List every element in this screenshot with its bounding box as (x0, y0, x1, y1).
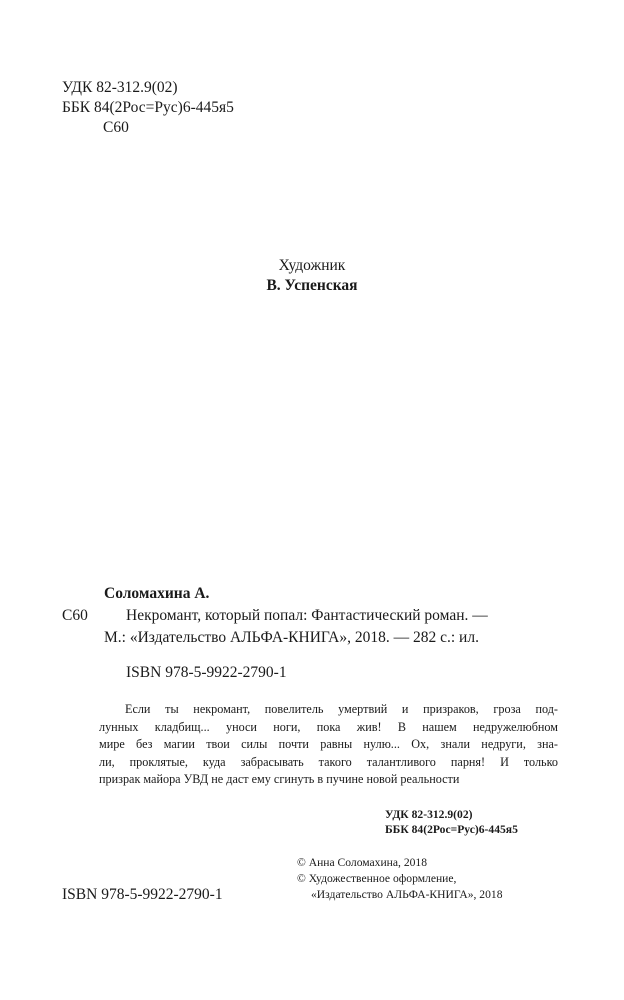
annotation-line: мире без магии твои силы почти равны нулю... Ох, знали недруги, зна- (99, 737, 558, 751)
author-mark-code: С60 (103, 119, 129, 136)
artist-label: Художник (278, 257, 346, 274)
catalog-imprint-line: М.: «Издательство АЛЬФА-КНИГА», 2018. — 282 с.: ил. (104, 629, 479, 646)
udk-code: УДК 82-312.9(02) (62, 79, 178, 96)
catalog-title-line: Некромант, который попал: Фантастический роман. — (126, 607, 488, 624)
copyright-design: © Художественное оформление, (297, 872, 457, 885)
catalog-author: Соломахина А. (104, 585, 210, 602)
annotation-line: призрак майора УВД не даст ему сгинуть в пучине новой реальности (99, 772, 460, 786)
copyright-publisher: «Издательство АЛЬФА-КНИГА», 2018 (311, 888, 503, 901)
catalog-code: С60 (62, 607, 88, 624)
artist-name: В. Успенская (266, 277, 358, 294)
copyright-author: © Анна Соломахина, 2018 (297, 856, 428, 869)
annotation-paragraph (99, 701, 558, 789)
catalog-isbn: ISBN 978-5-9922-2790-1 (126, 664, 287, 681)
annotation-line: Если ты некромант, повелитель умертвий и призраков, гроза под- (125, 702, 558, 716)
bbk-code: ББК 84(2Рос=Рус)6-445я5 (62, 99, 234, 116)
isbn-bottom: ISBN 978-5-9922-2790-1 (62, 886, 223, 903)
annotation-line: лунных кладбищ... уноси ноги, пока жив! В нашем недружелюбном (99, 719, 558, 734)
bottom-bbk-code: ББК 84(2Рос=Рус)6-445я5 (385, 823, 518, 836)
bottom-udk-code: УДК 82-312.9(02) (385, 808, 473, 821)
annotation-line: ли, проклятые, куда забрасывать такого талантливого парня! И только (99, 754, 558, 769)
